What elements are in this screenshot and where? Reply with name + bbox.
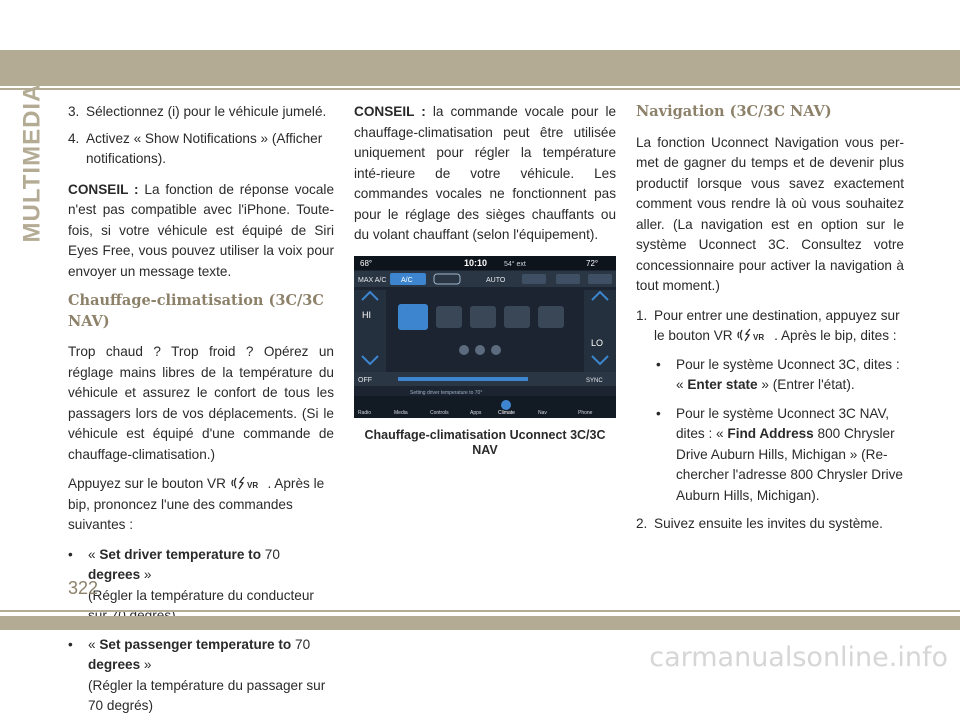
tip-paragraph [354,102,616,246]
screen-nav-radio: Radio [358,409,372,416]
bullet: • [68,636,73,652]
page-number: 322 [68,578,99,598]
bullet: • [656,356,661,372]
voice-command: Set driver temperature to [99,546,262,562]
text-run: . Après le bip, prononcez l'une des commandes suivantes : [68,476,325,532]
step-number: 3. [68,104,80,119]
paragraph: La fonction Uconnect Navigation vous per-met de gagner du temps et de devenir plus productif lorsque vous savez exactement comment vous rendre là où vous souhaitez aller. (La navigation est en option sur le système Uconnect 3C. Consultez votre concessionnaire pour activer la navigation à tout moment.) [636,134,904,293]
svg-text:VR: VR [753,333,765,342]
screen-nav-controls: Controls [430,409,449,416]
screen-off: OFF [358,376,372,384]
image-caption: Chauffage-climatisation Uconnect 3C/3C NAV [364,428,606,457]
list-item [68,635,334,717]
screen-ac: A/C [401,276,413,284]
climate-screen-image [354,256,616,418]
step-text [654,306,904,347]
tip-text: la commande vocale pour le chauffage-climatisation peut être utilisée uniquement pour régler la température inté-rieure de votre véhicule. Les commandes vocales ne fonctionnent pas pour le réglage des sièges chauffants ou du volant chauffant (selon l'équipement). [354,104,617,242]
text-run: Pour le système Uconnect 3C, dites : « [676,356,900,392]
step-number: 4. [68,130,80,146]
column-left [68,102,334,725]
quote-mark: » [143,657,152,672]
voice-recognition-icon [230,476,264,490]
text-run: » (Entrer l'état). [761,377,855,392]
paragraph: Trop chaud ? Trop froid ? Opérez un réglage mains libres de la température du véhicule et assurez le confort de tous les passagers lors de vos déplacements. (Si le véhicule est équipé d'une commande de chauffage-climatisation.) [68,344,334,462]
section-heading-navigation: Navigation (3C/3C NAV) [636,103,832,120]
screen-nav-apps: Apps [470,409,482,416]
column-middle [354,102,616,458]
translation: (Régler la température du conducteur [88,587,314,603]
screen-nav-media: Media [394,409,408,416]
text-run: . Après le bip, dites : [774,328,897,343]
step-text: Sélectionnez (i) pour le véhicule jumelé. [86,104,327,119]
list-item [656,355,904,396]
header-band [0,50,960,86]
step-number: 1. [636,307,648,323]
voice-command: degrees [88,567,141,582]
tip-label: CONSEIL : [68,181,139,197]
screen-nav-climate: Climate [498,409,515,416]
bullet: • [656,405,661,421]
voice-command: Set passenger temperature to [99,636,292,652]
list-item [656,404,904,507]
screen-outside-temp: 54° ext [504,260,526,268]
tip-text: La fonction de réponse vocale n'est pas compatible avec l'iPhone. Toute-fois, si votre véhicule est équipé de Siri Eyes Free, vous pouvez utiliser la voix pour envoyer un message texte. [68,181,334,279]
screen-nav-nav: Nav [538,409,547,416]
screen-sync: SYNC [586,377,603,384]
screen-auto: AUTO [486,276,506,284]
list-item [68,129,334,170]
step-text: Activez « Show Notifications » (Afficher notifications). [86,130,323,166]
screen-temp-right: 72° [586,258,599,268]
column-right [636,102,904,541]
footer-rule [0,610,960,612]
list-item [68,545,334,627]
screen-nav-phone: Phone [578,409,593,416]
quote-mark: » [143,567,152,582]
list-item [636,514,904,535]
command-value: 70 [295,636,311,652]
watermark: carmanualsonline.info [649,642,948,673]
screen-max-ac: MAX A/C [358,276,387,284]
text-run: 800 Chrysler Drive Auburn Hills, Michigan » (Re-chercher l'adresse 800 Chrysler Drive Auburn Hills, Michigan). [676,426,903,503]
command-value: 70 [264,546,280,562]
header-rule [0,88,960,90]
tip-paragraph [68,180,334,283]
quote-mark: « [88,636,96,652]
list-item [68,102,334,123]
voice-command: Find Address [727,426,814,441]
text-run: Appuyez sur le bouton VR [68,476,226,491]
svg-text:VR: VR [246,481,258,490]
bullet-text [676,355,904,396]
text-run: Pour le système Uconnect 3C NAV, dites : « [676,405,890,441]
bullet-text [676,404,904,507]
screen-hi: HI [362,309,371,320]
step-number: 2. [636,516,648,531]
paragraph [68,474,334,536]
bullet: • [68,546,73,562]
side-tab [12,83,52,243]
bullet-text [88,635,334,717]
screen-status: Setting driver temperature to 70° [410,389,483,396]
section-heading-climate: Chauffage-climatisation (3C/3C NAV) [68,292,324,330]
quote-mark: « [88,546,96,562]
text-run: Pour entrer une destination, appuyez sur le bouton VR [654,307,900,343]
screen-clock: 10:10 [464,257,488,268]
side-tab-label: MULTIMEDIA [18,83,45,243]
list-item [636,306,904,347]
screen-temp-left: 68° [360,258,373,268]
screen-lo: LO [591,337,604,348]
voice-command: degrees [88,657,141,672]
voice-command: Enter state [687,377,758,392]
tip-label: CONSEIL : [354,104,426,119]
footer-band [0,616,960,630]
voice-recognition-icon [736,328,770,342]
bullet-text [88,545,334,627]
translation: (Régler la température du passager sur 70 degrés) [88,677,326,713]
step-text: Suivez ensuite les invites du système. [654,516,883,531]
